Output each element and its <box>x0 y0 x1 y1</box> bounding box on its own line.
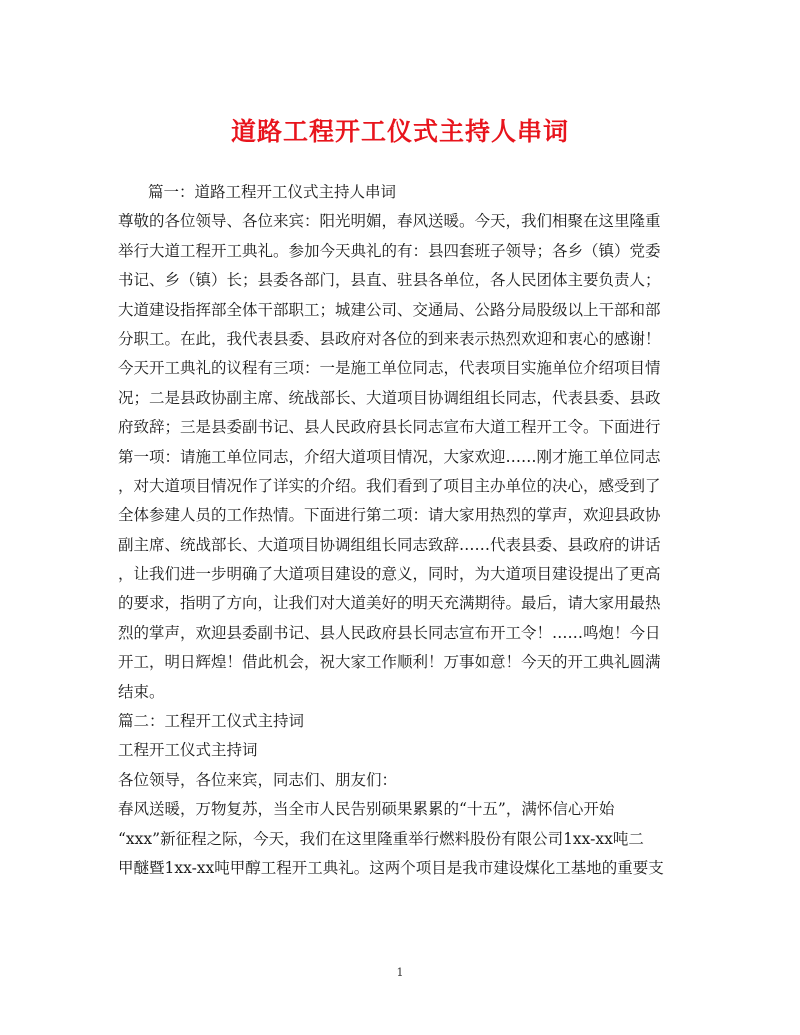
text-line: 全体参建人员的工作热情。下面进行第二项：请大家用热烈的掌声，欢迎县政协 <box>118 506 661 525</box>
text-line: 举行大道工程开工典礼。参加今天典礼的有：县四套班子领导；各乡（镇）党委 <box>118 241 661 260</box>
text-line: 结束。 <box>118 682 165 701</box>
text-line: 甲醚暨1xx-xx吨甲醇工程开工典礼。这两个项目是我市建设煤化工基地的重要支 <box>118 858 664 877</box>
text-line: 烈的掌声，欢迎县委副书记、县人民政府县长同志宣布开工令！……鸣炮！今日 <box>118 623 661 642</box>
text-line: ，对大道项目情况作了详实的介绍。我们看到了项目主办单位的决心，感受到了 <box>118 476 661 495</box>
text-line: 今天开工典礼的议程有三项：一是施工单位同志，代表项目实施单位介绍项目情 <box>118 359 661 378</box>
page-number: 1 <box>396 966 404 979</box>
text-line: ，让我们进一步明确了大道项目建设的意义，同时，为大道项目建设提出了更高 <box>118 565 661 584</box>
text-line: 各位领导，各位来宾，同志们、朋友们： <box>118 770 398 789</box>
text-line: 大道建设指挥部全体干部职工；城建公司、交通局、公路分局股级以上干部和部 <box>118 300 661 319</box>
text-line: 工程开工仪式主持词 <box>118 741 258 760</box>
text-line: 尊敬的各位领导、各位来宾：阳光明媚，春风送暖。今天，我们相聚在这里隆重 <box>118 212 661 231</box>
text-line: 府致辞；三是县委副书记、县人民政府县长同志宣布大道工程开工令。下面进行 <box>118 418 661 437</box>
text-line: 第一项：请施工单位同志，介绍大道项目情况，大家欢迎……刚才施工单位同志 <box>118 447 661 466</box>
text-line: 春风送暖，万物复苏，当全市人民告别硕果累累的“十五”，满怀信心开始 <box>118 800 615 819</box>
section-heading: 篇二：工程开工仪式主持词 <box>118 712 305 731</box>
text-line: 况；二是县政协副主席、统战部长、大道项目协调组组长同志，代表县委、县政 <box>118 388 661 407</box>
text-line: 开工，明日辉煌！借此机会，祝大家工作顺利！万事如意！今天的开工典礼圆满 <box>118 653 661 672</box>
text-line: 书记、乡（镇）长；县委各部门，县直、驻县各单位，各人民团体主要负责人； <box>118 271 661 290</box>
text-line: 副主席、统战部长、大道项目协调组组长同志致辞……代表县委、县政府的讲话 <box>118 535 661 554</box>
page-title: 道路工程开工仪式主持人串词 <box>230 117 569 146</box>
document-body <box>118 178 688 883</box>
text-line: 的要求，指明了方向，让我们对大道美好的明天充满期待。最后，请大家用最热 <box>118 594 661 613</box>
section-heading: 篇一：道路工程开工仪式主持人串词 <box>148 183 397 201</box>
text-line: 分职工。在此，我代表县委、县政府对各位的到来表示热烈欢迎和衷心的感谢！ <box>118 329 661 348</box>
text-line: “xxx”新征程之际，今天，我们在这里隆重举行燃料股份有限公司1xx-xx吨二 <box>118 829 644 848</box>
